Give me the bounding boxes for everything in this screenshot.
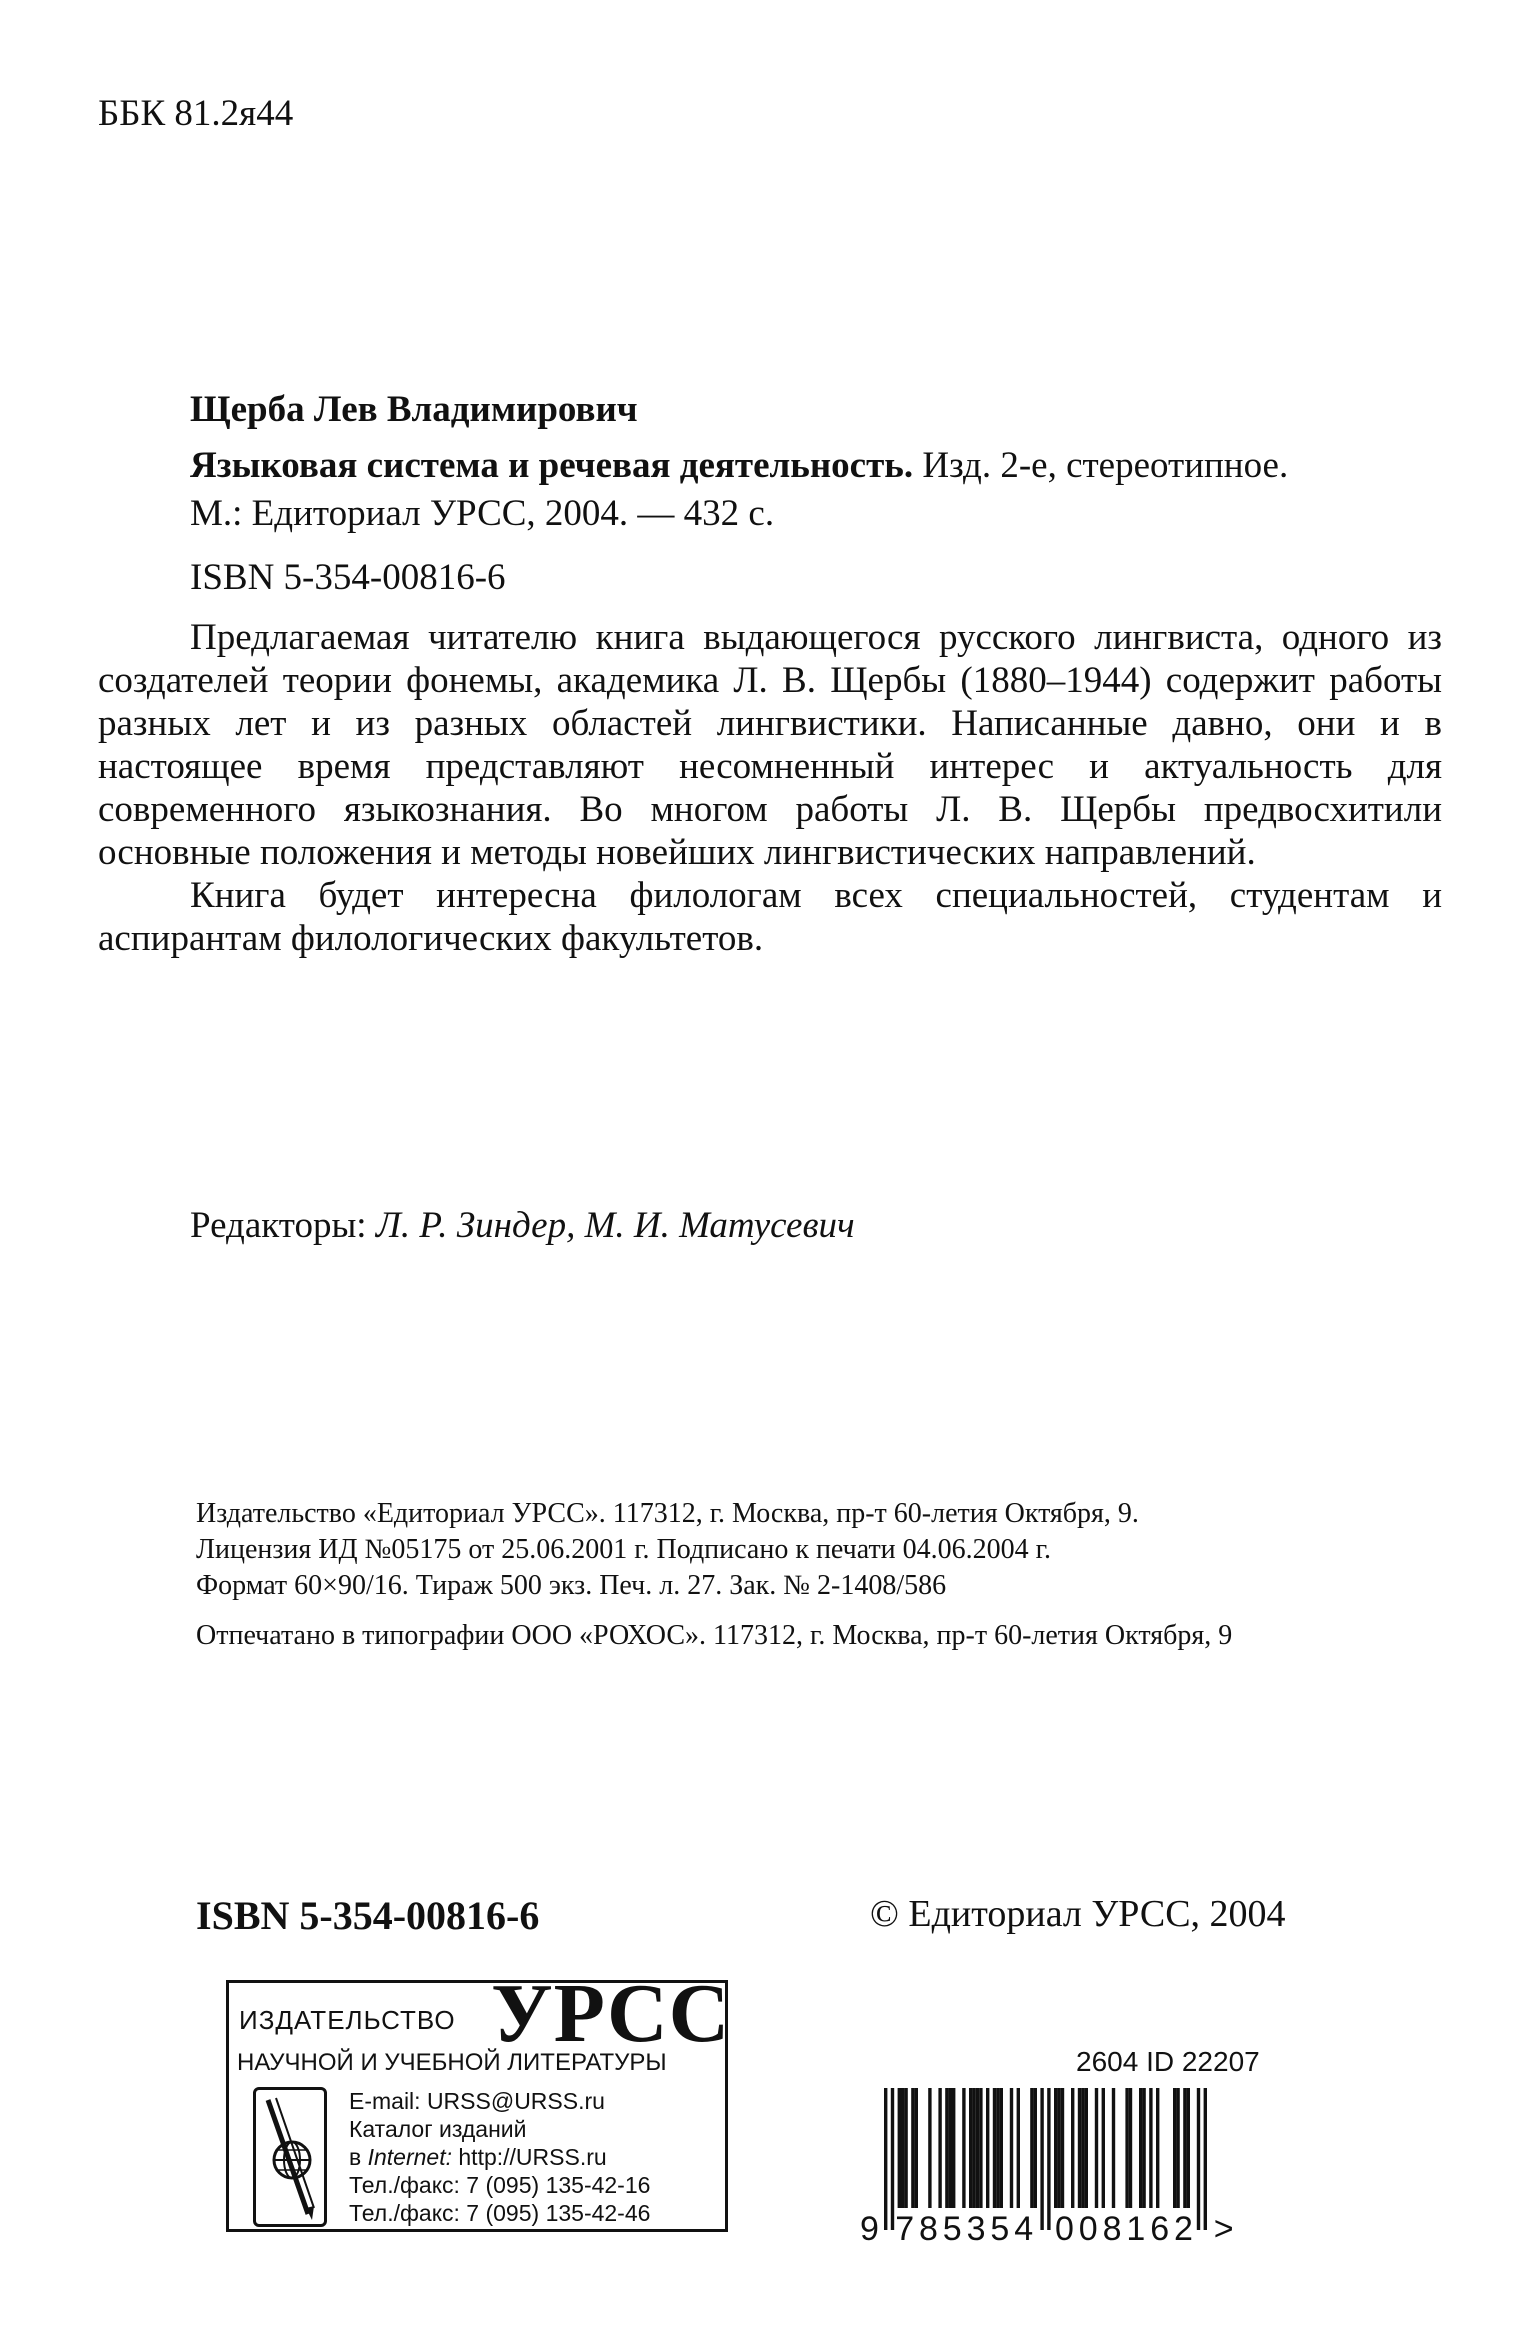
barcode-bar — [976, 2088, 979, 2208]
abstract — [98, 616, 1442, 960]
barcode-bar — [1125, 2088, 1128, 2208]
imprint-line: Лицензия ИД №05175 от 25.06.2001 г. Подписано к печати 04.06.2004 г. — [196, 1534, 1051, 1565]
barcode-bar — [938, 2088, 941, 2208]
barcode-bar — [1000, 2088, 1003, 2208]
barcode-bar — [952, 2088, 955, 2208]
publisher-brand: УРСС — [491, 1967, 731, 2060]
barcode-bar — [1010, 2088, 1013, 2208]
barcode-digit: 8 — [919, 2210, 938, 2248]
barcode-bar — [949, 2088, 952, 2208]
barcode-bar — [1047, 2088, 1050, 2230]
publisher-phone: Тел./факс: 7 (095) 135-42-46 — [349, 2200, 651, 2226]
barcode-bar — [969, 2088, 972, 2208]
imprint-block — [196, 1496, 1139, 1604]
barcode-bar — [884, 2088, 887, 2230]
publisher-catalog: Каталог изданий — [349, 2116, 527, 2142]
barcode-bar — [1204, 2088, 1207, 2230]
internet-prefix: в — [349, 2144, 368, 2170]
barcode-id: 2604 ID 22207 — [1076, 2046, 1260, 2077]
barcode-digit: 5 — [990, 2210, 1010, 2248]
barcode-bar — [1081, 2088, 1084, 2208]
internet-label: Internet: — [367, 2144, 452, 2170]
barcode-bar — [1071, 2088, 1074, 2208]
barcode-bar — [1054, 2088, 1057, 2208]
barcode-digit: 9 — [860, 2210, 879, 2248]
imprint-line: Формат 60×90/16. Тираж 500 экз. Печ. л. 27. Зак. № 2-1408/586 — [196, 1570, 947, 1601]
abstract-paragraph: Книга будет интересна филологам всех специальностей, студентам и аспирантам филологических факультетов. — [98, 875, 1442, 959]
barcode-bar — [1034, 2088, 1037, 2208]
barcode-bar — [904, 2088, 907, 2208]
barcode-digit: 1 — [1126, 2210, 1146, 2248]
barcode-bar — [1139, 2088, 1142, 2208]
barcode-bar — [972, 2088, 975, 2208]
barcode-bar — [1142, 2088, 1145, 2208]
copyright: © Едиториал УРСС, 2004 — [870, 1893, 1286, 1935]
barcode-end-mark: > — [1213, 2210, 1234, 2248]
barcode-bar — [915, 2088, 918, 2208]
barcode-bar — [898, 2088, 901, 2208]
book-title-line — [190, 444, 1288, 487]
publisher-phone: Тел./факс: 7 (095) 135-42-16 — [349, 2172, 651, 2198]
barcode-bar — [1149, 2088, 1152, 2208]
barcode-bar — [928, 2088, 931, 2208]
barcode-bar — [1187, 2088, 1190, 2208]
barcode-bar — [891, 2088, 894, 2230]
book-title: Языковая система и речевая деятельность. — [190, 445, 914, 486]
book-edition: Изд. 2-е, стереотипное. — [913, 445, 1289, 486]
barcode-bar — [1197, 2088, 1200, 2230]
printing-house-line: Отпечатано в типографии ООО «РОХОС». 117312, г. Москва, пр-т 60-летия Октября, 9 — [196, 1620, 1233, 1651]
barcode-digit: 5 — [942, 2210, 962, 2248]
isbn-bottom: ISBN 5-354-00816-6 — [196, 1893, 540, 1938]
isbn-top: ISBN 5-354-00816-6 — [190, 557, 506, 598]
barcode-bar — [1057, 2088, 1060, 2208]
barcode-digit: 0 — [1055, 2210, 1074, 2248]
publisher-subtitle: НАУЧНОЙ И УЧЕБНОЙ ЛИТЕРАТУРЫ — [237, 2049, 667, 2076]
barcode-bar — [1102, 2088, 1105, 2208]
author-name: Щерба Лев Владимирович — [190, 389, 638, 430]
barcode-bar — [1183, 2088, 1186, 2208]
imprint-line: Издательство «Едиториал УРСС». 117312, г. Москва, пр-т 60-летия Октября, 9. — [196, 1498, 1139, 1529]
barcode-bar — [1085, 2088, 1088, 2208]
barcode-bar — [1040, 2088, 1043, 2230]
barcode-digit: 7 — [895, 2210, 915, 2248]
barcode-bar — [986, 2088, 989, 2208]
barcode-bar — [1017, 2088, 1020, 2208]
publisher-box — [226, 1967, 731, 2232]
barcode-bar — [945, 2088, 948, 2208]
publisher-email: E-mail: URSS@URSS.ru — [349, 2088, 605, 2114]
globe-pen-icon — [256, 2090, 324, 2224]
barcode-bar — [1061, 2088, 1064, 2208]
barcode-bar — [911, 2088, 914, 2208]
barcode-bar — [1095, 2088, 1098, 2208]
barcode-digit: 0 — [1078, 2210, 1098, 2248]
barcode-bar — [1129, 2088, 1132, 2208]
publisher-contacts — [349, 2087, 650, 2227]
publication-info: М.: Едиториал УРСС, 2004. — 432 с. — [190, 493, 775, 534]
barcode-digit: 3 — [966, 2210, 986, 2248]
publisher-emblem-icon — [253, 2087, 327, 2227]
bbk-code: ББК 81.2я44 — [98, 93, 294, 134]
barcode-bar — [979, 2088, 982, 2208]
barcode-digit: 8 — [1102, 2210, 1122, 2248]
barcode-bar — [993, 2088, 996, 2208]
barcode-bar — [1176, 2088, 1179, 2208]
barcode-bar — [996, 2088, 999, 2208]
barcode-bar — [1156, 2088, 1159, 2208]
barcode-bar — [1078, 2088, 1081, 2208]
abstract-paragraph: Предлагаемая читателю книга выдающегося русского лингвиста, одного из создателей теории фонемы, академика Л. В. Щербы (1880–1944) содержит работы разных лет и из разных областей лингвистики. Написанные давно, они и в настоящее время представляют несомненный интерес и актуальность для современного языкознания. Во многом работы Л. В. Щербы предвосхитили основные положения и методы новейших лингвистических направлений. — [98, 617, 1442, 873]
editors-names: Л. Р. Зиндер, М. И. Матусевич — [375, 1205, 855, 1246]
barcode-bar — [1112, 2088, 1115, 2208]
barcode-digit: 4 — [1014, 2210, 1034, 2248]
barcode-digit: 2 — [1174, 2210, 1193, 2248]
barcode-bar — [901, 2088, 904, 2208]
ean-barcode — [858, 2088, 1288, 2248]
barcode-bar — [1030, 2088, 1033, 2208]
editors-line — [190, 1204, 855, 1247]
publisher-house-label: ИЗДАТЕЛЬСТВО — [239, 2005, 456, 2035]
barcode-bar — [1173, 2088, 1176, 2208]
barcode-bar — [962, 2088, 965, 2208]
internet-url: http://URSS.ru — [452, 2144, 607, 2170]
publisher-internet — [349, 2143, 650, 2171]
editors-label: Редакторы: — [190, 1205, 376, 1246]
barcode-digit: 6 — [1150, 2210, 1170, 2248]
